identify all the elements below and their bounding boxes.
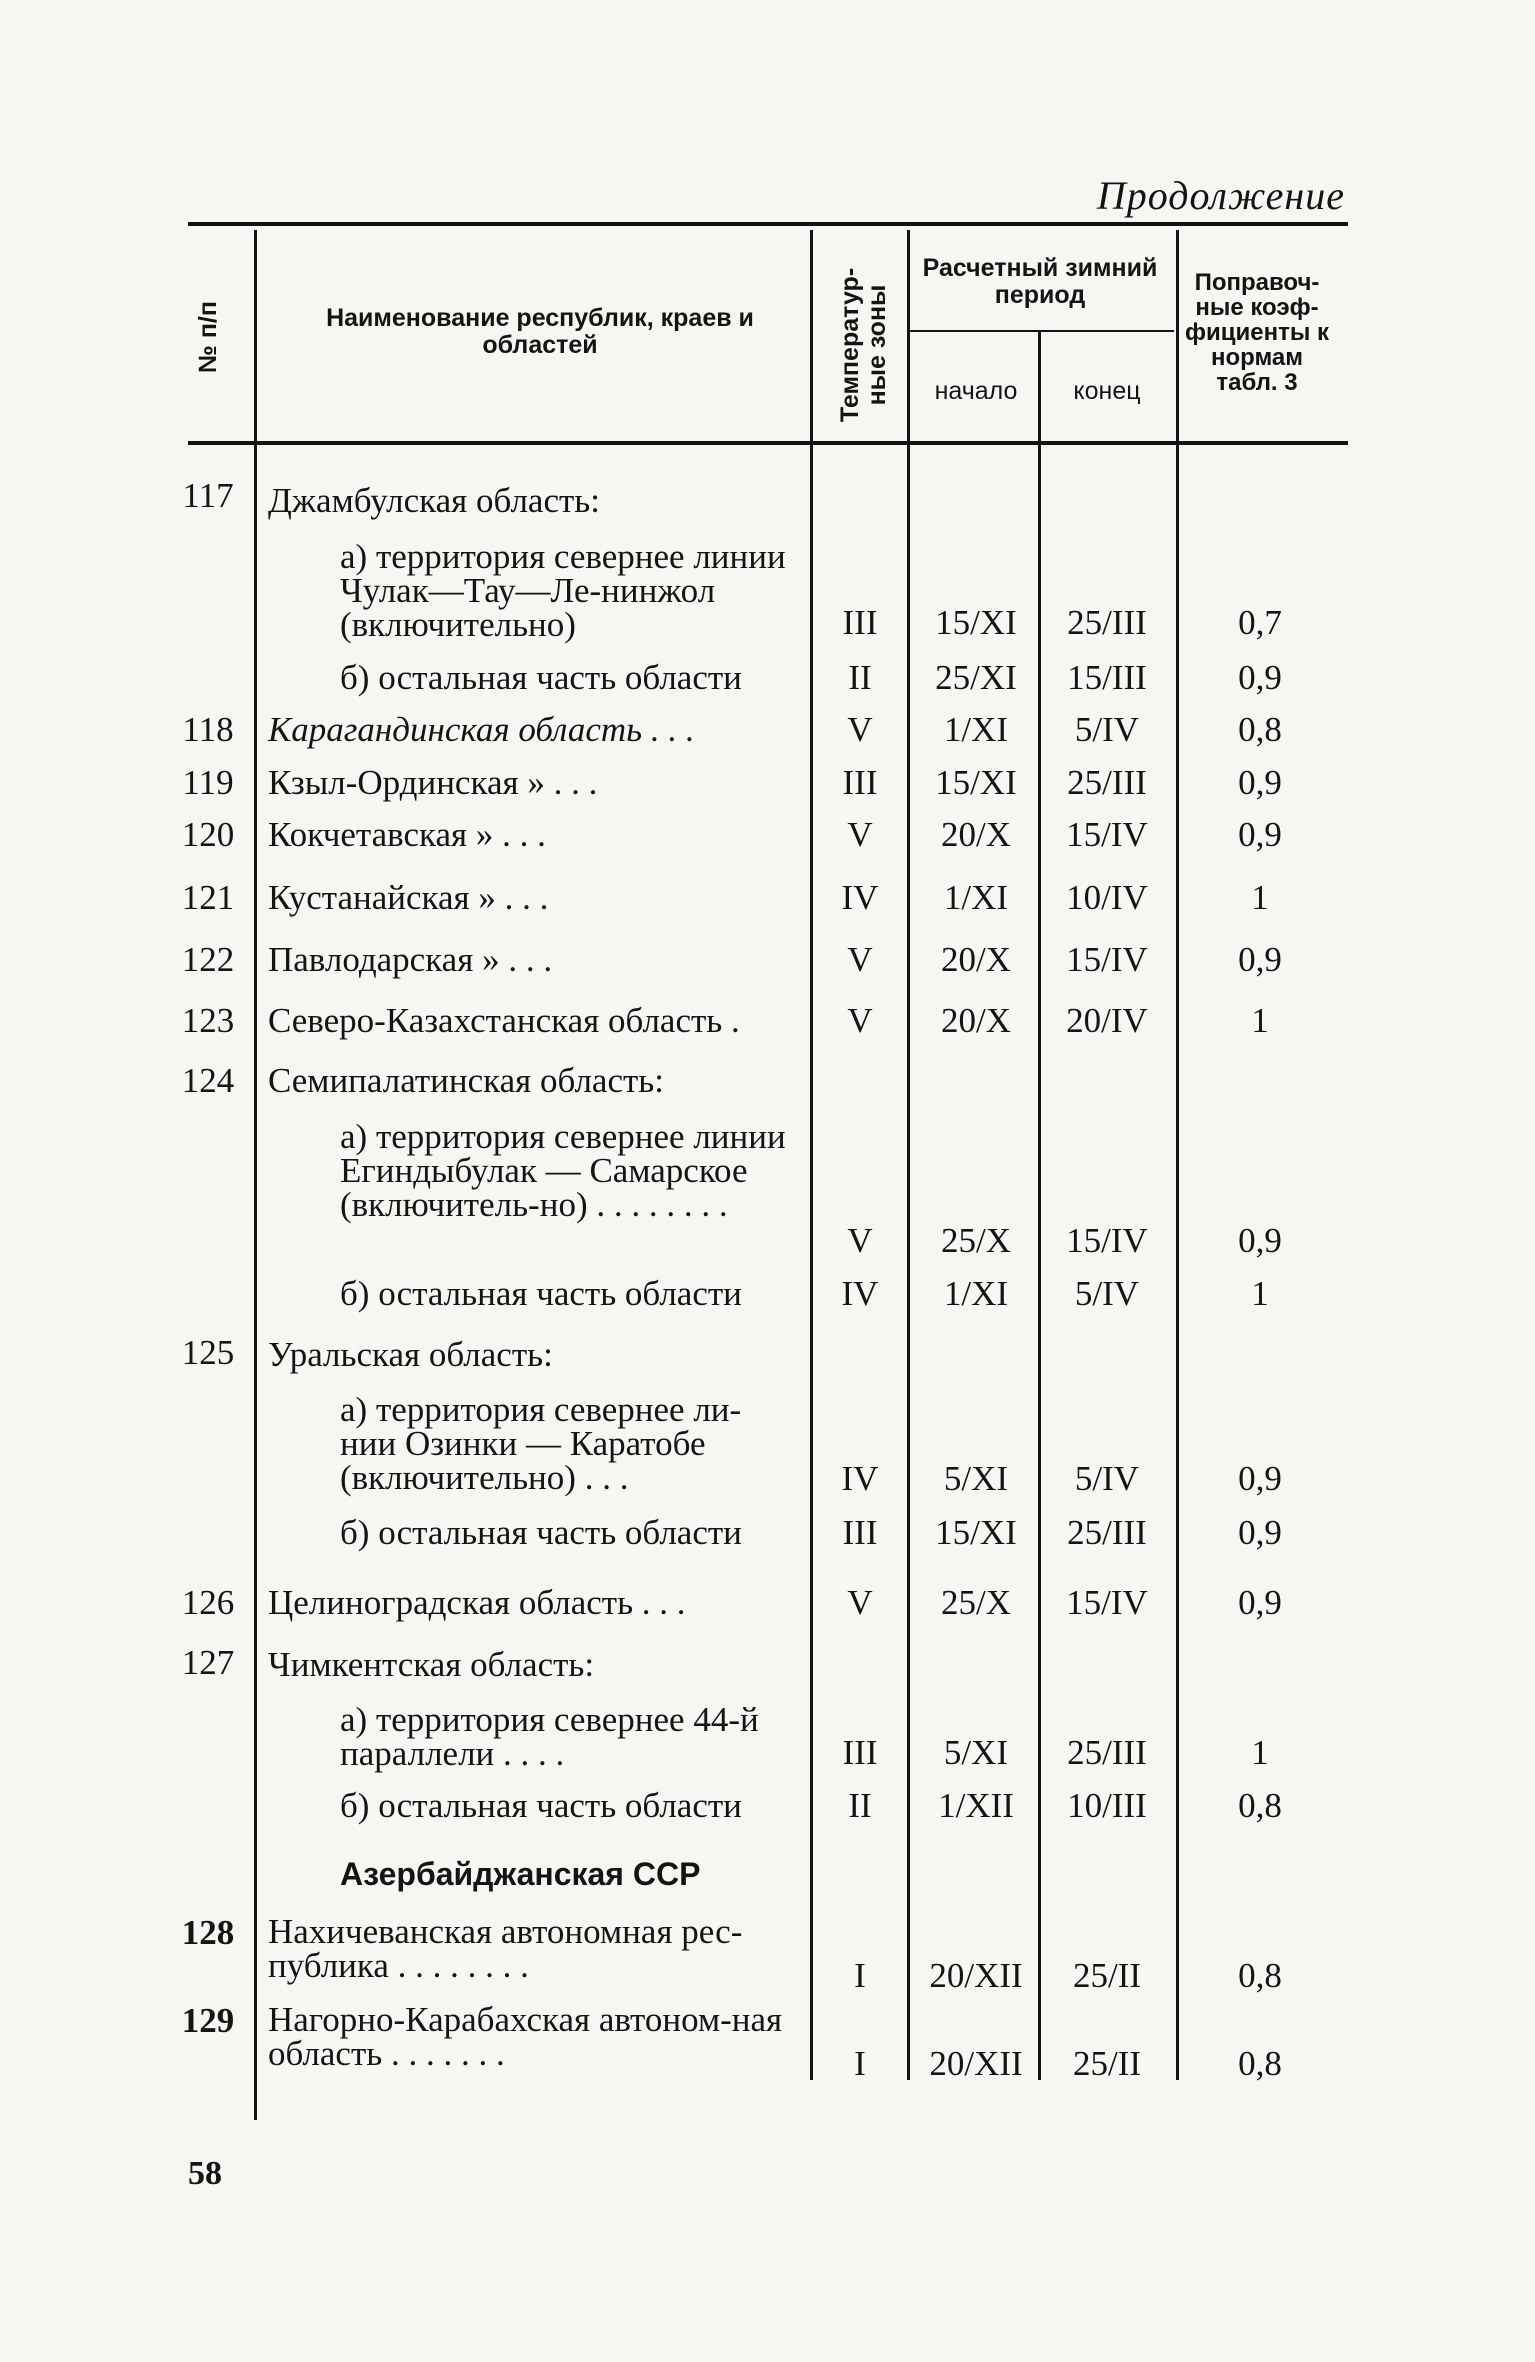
row-118-name: Карагандинская область . . .: [268, 710, 695, 749]
row-117-name: Джамбулская область:: [268, 481, 600, 520]
row-119-zone: III: [842, 763, 878, 802]
row-123-end: 20/IV: [1066, 1001, 1148, 1040]
row-117a-end: 25/III: [1067, 603, 1147, 642]
row-129-num: 129: [181, 2001, 235, 2040]
col-divider-3: [907, 230, 910, 2080]
row-120-num: 120: [181, 815, 235, 854]
row-128-zone: I: [854, 1956, 866, 1995]
row-127b-coef: 0,8: [1238, 1786, 1282, 1825]
header-coef: Поправоч-ные коэф-фициенты к нормам табл. 3: [1184, 269, 1330, 396]
row-125-name: Уральская область:: [268, 1335, 553, 1374]
period-split-rule: [910, 330, 1174, 332]
row-121-end: 10/IV: [1066, 878, 1148, 917]
header-period: Расчетный зимний период: [922, 254, 1158, 309]
header-end: конец: [1073, 377, 1141, 405]
row-125b-zone: III: [842, 1513, 878, 1552]
row-127-name: Чимкентская область:: [268, 1645, 595, 1684]
row-117b-coef: 0,9: [1238, 658, 1282, 697]
row-123-zone: V: [847, 1001, 873, 1040]
row-121-zone: IV: [841, 878, 879, 917]
row-119-coef: 0,9: [1238, 763, 1282, 802]
row-125a-zone: IV: [841, 1459, 879, 1498]
row-117a-start: 15/XI: [935, 603, 1017, 642]
row-125-num: 125: [181, 1333, 235, 1372]
row-122-name: Павлодарская » . . .: [268, 940, 553, 979]
row-125a-start: 5/XI: [943, 1459, 1009, 1498]
row-127a-text: а) территория севернее 44-й параллели . . . .: [340, 1700, 759, 1773]
row-117b-start: 25/XI: [935, 658, 1017, 697]
row-127a-coef: 1: [1251, 1733, 1269, 1772]
header-name: Наименование республик, краев и областей: [326, 304, 754, 359]
row-126-zone: V: [847, 1583, 873, 1622]
row-121-coef: 1: [1251, 878, 1269, 917]
table-top-rule: [188, 222, 1348, 226]
row-118-num: 118: [182, 710, 234, 749]
row-124a-text: а) территория севернее линии Егиндыбулак — Самарское (включитель-но) . . . . . . . .: [340, 1117, 786, 1224]
row-125b-text: б) остальная часть области: [340, 1513, 742, 1552]
section-heading: Азербайджанская ССР: [340, 1856, 701, 1892]
row-118-end: 5/IV: [1074, 710, 1140, 749]
row-121-name: Кустанайская » . . .: [268, 878, 549, 917]
row-122-num: 122: [181, 940, 235, 979]
row-127b-start: 1/XII: [938, 1786, 1014, 1825]
row-123-name: Северо-Казахстанская область .: [268, 1001, 740, 1040]
page-number: 58: [188, 2155, 222, 2192]
row-124b-zone: IV: [841, 1274, 879, 1313]
row-126-start: 25/X: [941, 1583, 1011, 1622]
row-124b-coef: 1: [1251, 1274, 1269, 1313]
row-128-end: 25/II: [1072, 1956, 1142, 1995]
row-126-end: 15/IV: [1066, 1583, 1148, 1622]
row-129-end: 25/II: [1072, 2044, 1142, 2083]
row-127a-end: 25/III: [1067, 1733, 1147, 1772]
row-119-name: Кзыл-Ординская » . . .: [268, 763, 598, 802]
row-127a-start: 5/XI: [943, 1733, 1009, 1772]
row-124a-coef: 0,9: [1238, 1221, 1282, 1260]
row-127a-zone: III: [842, 1733, 878, 1772]
row-120-end: 15/IV: [1066, 815, 1148, 854]
row-129-coef: 0,8: [1238, 2044, 1282, 2083]
row-122-coef: 0,9: [1238, 940, 1282, 979]
row-124a-end: 15/IV: [1066, 1221, 1148, 1260]
row-117b-text: б) остальная часть области: [340, 658, 742, 697]
row-117a-coef: 0,7: [1238, 603, 1282, 642]
row-127-num: 127: [181, 1643, 235, 1682]
row-119-end: 25/III: [1067, 763, 1147, 802]
row-117a-zone: III: [842, 603, 878, 642]
row-122-start: 20/X: [941, 940, 1011, 979]
row-125a-text: а) территория севернее ли-нии Озинки — Каратобе (включительно) . . .: [340, 1390, 742, 1497]
row-117-num: 117: [182, 476, 234, 515]
row-129-start: 20/XII: [929, 2044, 1023, 2083]
row-124a-zone: V: [847, 1221, 873, 1260]
row-118-coef: 0,8: [1238, 710, 1282, 749]
row-126-coef: 0,9: [1238, 1583, 1282, 1622]
row-129-name: Нагорно-Карабахская автоном-ная область . . . . . . .: [268, 2000, 783, 2073]
row-127b-text: б) остальная часть области: [340, 1786, 742, 1825]
row-123-num: 123: [181, 1001, 235, 1040]
row-118-start: 1/XI: [943, 710, 1009, 749]
row-128-coef: 0,8: [1238, 1956, 1282, 1995]
header-bottom-rule: [188, 441, 1348, 445]
row-118-zone: V: [847, 710, 873, 749]
row-128-start: 20/XII: [929, 1956, 1023, 1995]
row-125b-end: 25/III: [1067, 1513, 1147, 1552]
row-125b-coef: 0,9: [1238, 1513, 1282, 1552]
header-start: начало: [934, 377, 1018, 405]
row-127b-end: 10/III: [1067, 1786, 1147, 1825]
row-124b-start: 1/XI: [943, 1274, 1009, 1313]
row-119-start: 15/XI: [935, 763, 1017, 802]
row-129-zone: I: [854, 2044, 866, 2083]
row-119-num: 119: [182, 763, 234, 802]
row-126-num: 126: [181, 1583, 235, 1622]
row-123-coef: 1: [1251, 1001, 1269, 1040]
row-122-zone: V: [847, 940, 873, 979]
row-121-num: 121: [181, 878, 235, 917]
row-124-num: 124: [181, 1061, 235, 1100]
row-123-start: 20/X: [941, 1001, 1011, 1040]
row-124b-end: 5/IV: [1074, 1274, 1140, 1313]
row-120-zone: V: [847, 815, 873, 854]
row-120-coef: 0,9: [1238, 815, 1282, 854]
row-127b-zone: II: [848, 1786, 872, 1825]
row-124b-text: б) остальная часть области: [340, 1274, 742, 1313]
row-117a-text: а) территория севернее линии Чулак—Тау—Ле-нинжол (включительно): [340, 537, 786, 644]
row-125b-start: 15/XI: [935, 1513, 1017, 1552]
row-124-name: Семипалатинская область:: [268, 1061, 664, 1100]
row-120-start: 20/X: [941, 815, 1011, 854]
col-divider-1: [254, 230, 257, 2120]
row-125a-coef: 0,9: [1238, 1459, 1282, 1498]
row-120-name: Кокчетавская » . . .: [268, 815, 546, 854]
row-122-end: 15/IV: [1066, 940, 1148, 979]
row-128-num: 128: [181, 1913, 235, 1952]
row-128-name: Нахичеванская автономная рес-публика . . . . . . . .: [268, 1912, 743, 1985]
header-num: № п/п: [194, 301, 222, 373]
col-divider-5: [1176, 230, 1179, 2080]
row-124a-start: 25/X: [941, 1221, 1011, 1260]
row-125a-end: 5/IV: [1074, 1459, 1140, 1498]
continuation-label: Продолжение: [1096, 173, 1345, 218]
header-zone: Температур-ные зоны: [836, 267, 891, 423]
row-117b-zone: II: [848, 658, 872, 697]
row-117b-end: 15/III: [1067, 658, 1147, 697]
row-126-name: Целиноградская область . . .: [268, 1583, 686, 1622]
row-121-start: 1/XI: [943, 878, 1009, 917]
col-divider-2: [810, 230, 813, 2080]
